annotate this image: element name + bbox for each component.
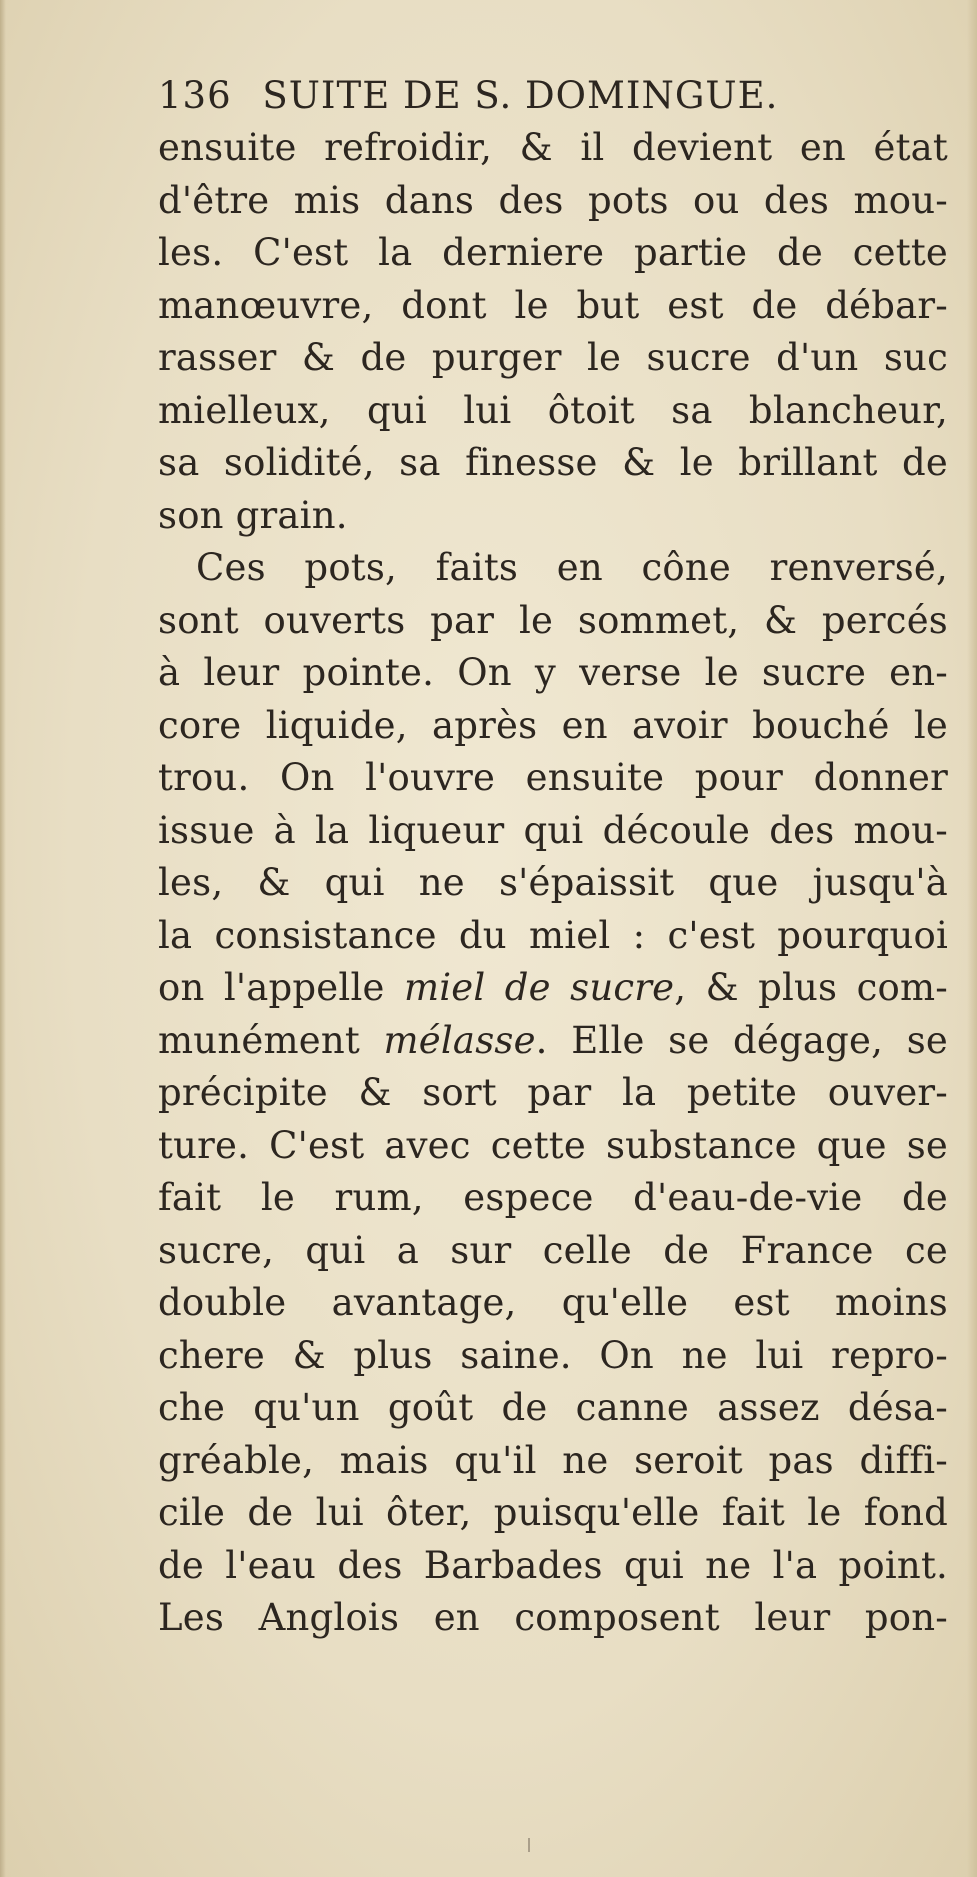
text-line-with-italic bbox=[158, 962, 948, 1015]
text-line: che qu'un goût de canne assez désa- bbox=[158, 1386, 948, 1429]
running-title: SUITE DE S. DOMINGUE. bbox=[262, 74, 779, 117]
italic-term: mélasse bbox=[383, 1018, 536, 1062]
text-line: double avantage, qu'elle est moins bbox=[158, 1281, 948, 1324]
text-line: ture. C'est avec cette substance que se bbox=[158, 1123, 948, 1167]
paragraph-end-line: son grain. bbox=[158, 493, 348, 537]
text-segment: , & plus com- bbox=[674, 966, 948, 1009]
text-line: gréable, mais qu'il ne seroit pas diffi- bbox=[158, 1438, 948, 1482]
text-segment: . Elle se dégage, se bbox=[535, 1018, 948, 1062]
page-text-block bbox=[158, 70, 948, 1645]
text-line: sucre, qui a sur celle de France ce bbox=[158, 1228, 948, 1272]
text-line: mielleux, qui lui ôtoit sa blancheur, bbox=[158, 388, 948, 432]
text-line-with-italic bbox=[158, 1015, 948, 1068]
text-line: précipite & sort par la petite ouver- bbox=[158, 1071, 948, 1114]
text-segment: munément bbox=[158, 1018, 384, 1062]
text-line: manœuvre, dont le but est de débar- bbox=[158, 283, 948, 327]
print-mark bbox=[528, 1838, 530, 1852]
text-line: cile de lui ôter, puisqu'elle fait le fond bbox=[158, 1491, 948, 1534]
text-line: les, & qui ne s'épaissit que jusqu'à bbox=[158, 861, 948, 904]
text-line: les. C'est la derniere partie de cette bbox=[158, 231, 948, 274]
paragraph-start-line: Ces pots, faits en cône renversé, bbox=[196, 546, 948, 589]
italic-term: miel de sucre bbox=[403, 966, 675, 1009]
text-line: Les Anglois en composent leur pon- bbox=[158, 1596, 948, 1639]
text-line: trou. On l'ouvre ensuite pour donner bbox=[158, 756, 948, 799]
text-line: core liquide, après en avoir bouché le bbox=[158, 703, 948, 747]
text-segment: on l'appelle bbox=[158, 966, 404, 1009]
text-line: sa solidité, sa finesse & le brillant de bbox=[158, 441, 948, 484]
text-line: chere & plus saine. On ne lui repro- bbox=[158, 1333, 948, 1377]
text-line: ensuite refroidir, & il devient en état bbox=[158, 126, 948, 169]
text-line: de l'eau des Barbades qui ne l'a point. bbox=[158, 1543, 948, 1587]
running-header bbox=[158, 70, 948, 122]
text-line: la consistance du miel : c'est pourquoi bbox=[158, 913, 948, 957]
text-line: à leur pointe. On y verse le sucre en- bbox=[158, 651, 948, 694]
page-edge-shadow-left bbox=[0, 0, 6, 1877]
text-line: fait le rum, espece d'eau-de-vie de bbox=[158, 1176, 948, 1219]
text-line: issue à la liqueur qui découle des mou- bbox=[158, 808, 948, 852]
text-line: rasser & de purger le sucre d'un suc bbox=[158, 336, 948, 379]
page-number: 136 bbox=[158, 74, 232, 117]
text-line: d'être mis dans des pots ou des mou- bbox=[158, 178, 948, 222]
page-edge-shadow-right bbox=[967, 0, 977, 1877]
text-line: sont ouverts par le sommet, & percés bbox=[158, 598, 948, 642]
